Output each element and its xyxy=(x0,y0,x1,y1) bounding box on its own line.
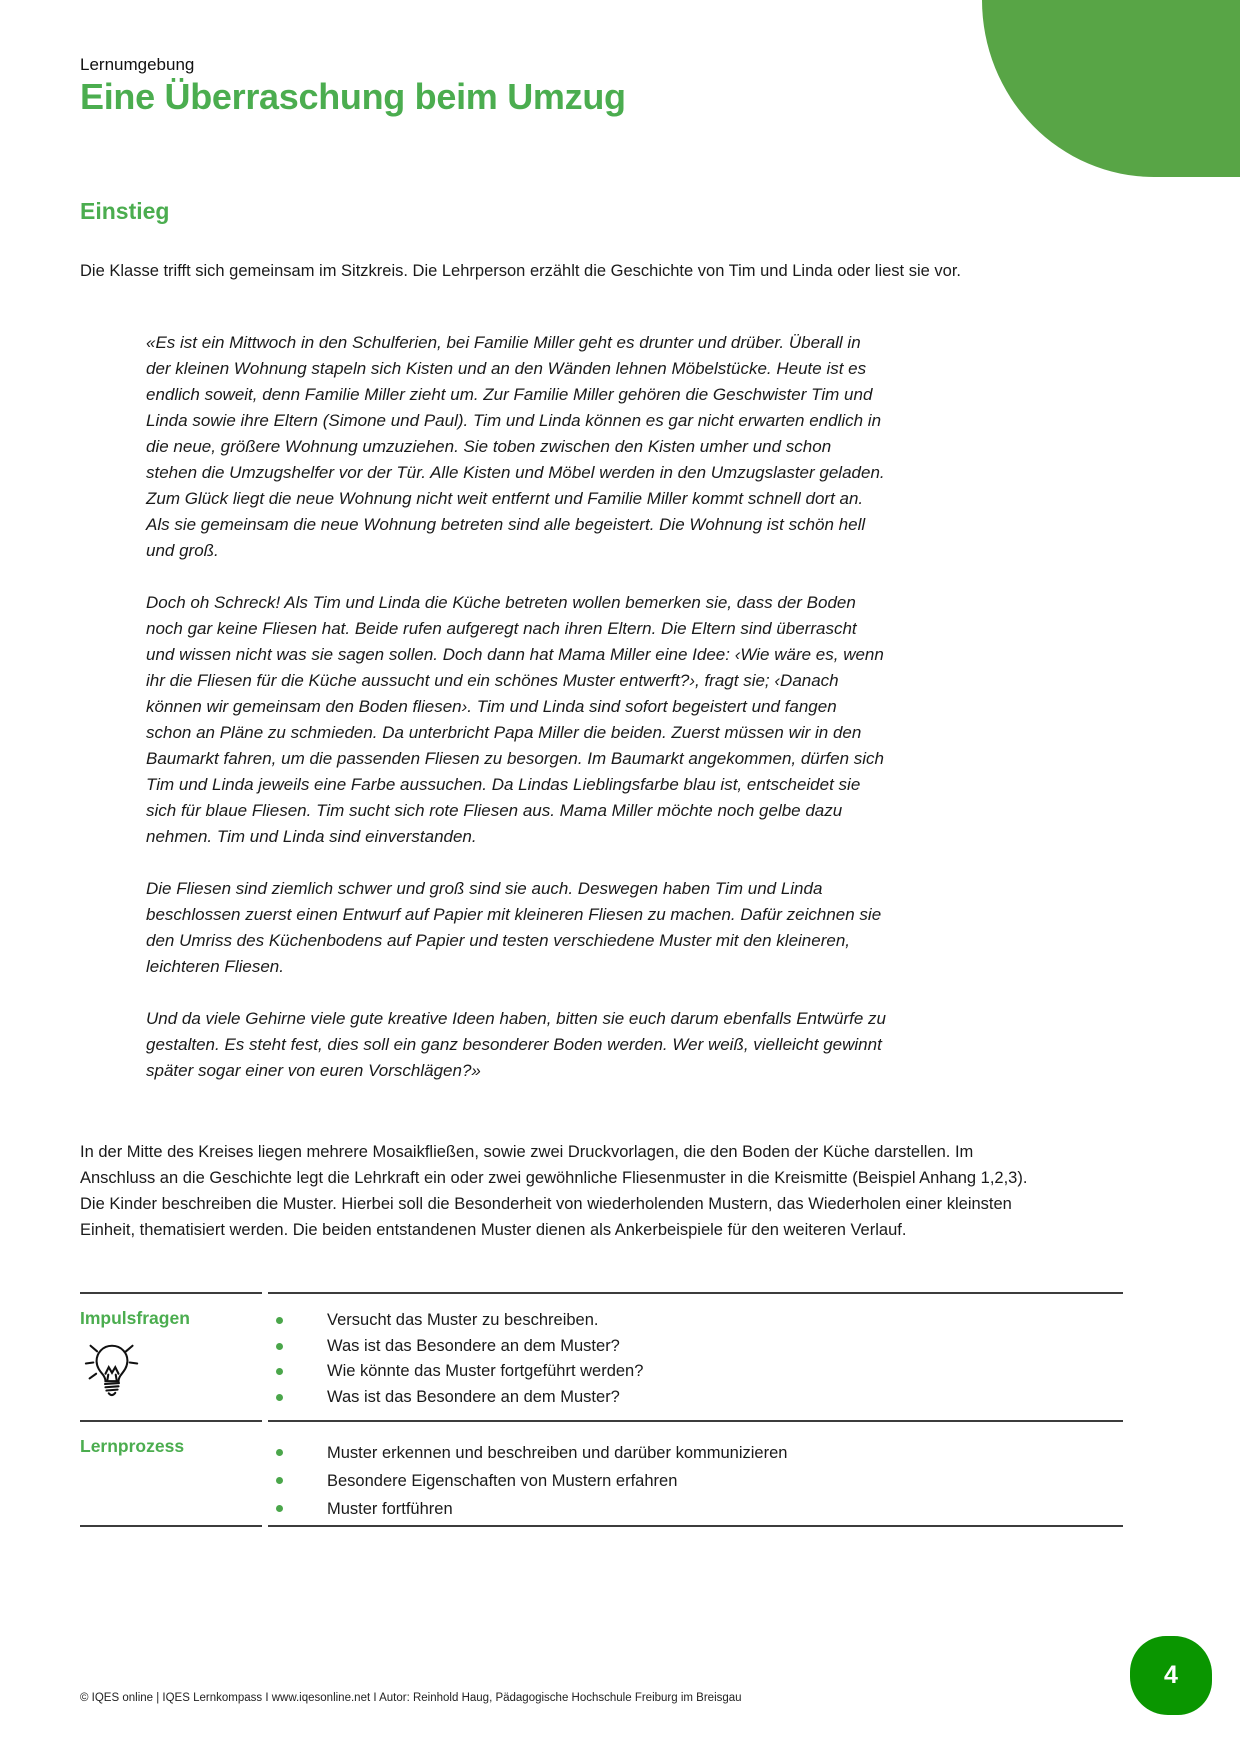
impulsfragen-row xyxy=(80,1292,1123,1420)
page-number-badge xyxy=(1130,1636,1212,1715)
outro-paragraph: In der Mitte des Kreises liegen mehrere Mosaikfließen, sowie zwei Druckvorlagen, die den Boden der Küche darstellen. Im Anschluss an die Geschichte legt die Lehrkraft ein oder zwei gewöhnliche Fliesenmuster in die Kreismitte (Beispiel Anhang 1,2,3). Die Kinder beschreiben die Muster. Hierbei soll die Besonderheit von wiederholenden Mustern, das Wiederholen einer kleinsten Einheit, thematisiert werden. Die beiden entstandenen Muster dienen als Ankerbeispiele für den weiteren Verlauf. xyxy=(80,1143,1028,1239)
story-paragraph: Doch oh Schreck! Als Tim und Linda die Küche betreten wollen bemerken sie, dass der Boden noch gar keine Fliesen hat. Beide rufen aufgeregt nach ihren Eltern. Die Eltern sind überrascht und wissen nicht was sie sagen sollen. Doch dann hat Mama Miller eine Idee: ‹Wie wäre es, wenn ihr die Fliesen für die Küche aussucht und ein schönes Muster entwerft?›, fragt sie; ‹Danach können wir gemeinsam den Boden fliesen›. Tim und Linda sind sofort begeistert und fangen schon an Pläne zu schmieden. Da unterbricht Papa Miller die beiden. Zuerst müssen wir in den Baumarkt fahren, um die passenden Fliesen zu besorgen. Im Baumarkt angekommen, dürfen sich Tim und Linda jeweils eine Farbe aussuchen. Da Lindas Lieblingsfarbe blau ist, entscheidet sie sich für blaue Fliesen. Tim sucht sich rote Fliesen aus. Mama Miller möchte noch gelbe dazu nehmen. Tim und Linda sind einverstanden. xyxy=(146,593,884,846)
story-paragraph: Die Fliesen sind ziemlich schwer und groß sind sie auch. Deswegen haben Tim und Linda beschlossen zuerst einen Entwurf auf Papier mit kleineren Fliesen zu machen. Dafür zeichnen sie den Umriss des Küchenbodens auf Papier und testen verschiedene Muster mit den kleineren, leichteren Fliesen. xyxy=(146,879,882,976)
page-title: Eine Überraschung beim Umzug xyxy=(80,76,626,117)
list-item: Was ist das Besondere an dem Muster? xyxy=(268,1334,1123,1360)
lightbulb-icon xyxy=(84,1337,140,1403)
info-table xyxy=(80,1292,1123,1527)
lernprozess-list xyxy=(268,1439,1123,1523)
list-item: Besondere Eigenschaften von Mustern erfahren xyxy=(268,1467,1123,1495)
page-type-label: Lernumgebung xyxy=(80,55,195,74)
list-item: Wie könnte das Muster fortgeführt werden? xyxy=(268,1359,1123,1385)
table-bottom-border xyxy=(80,1525,1123,1527)
story-paragraph: Und da viele Gehirne viele gute kreative Ideen haben, bitten sie euch darum ebenfalls Entwürfe zu gestalten. Es steht fest, dies soll ein ganz besonderer Boden werden. Wer weiß, vielleicht gewinnt später sogar einer von euren Vorschlägen?» xyxy=(146,1009,886,1080)
impulsfragen-label-cell xyxy=(80,1292,262,1420)
corner-blob-shape xyxy=(982,0,1240,177)
impulsfragen-content-cell xyxy=(268,1292,1123,1420)
list-item: Muster erkennen und beschreiben und darüber kommunizieren xyxy=(268,1439,1123,1467)
footer-text: © IQES online | IQES Lernkompass I www.iqesonline.net I Autor: Reinhold Haug, Pädagogische Hochschule Freiburg im Breisgau xyxy=(80,1692,742,1704)
lernprozess-label: Lernprozess xyxy=(80,1436,185,1456)
story-paragraph: «Es ist ein Mittwoch in den Schulferien, bei Familie Miller geht es drunter und drüber. Überall in der kleinen Wohnung stapeln sich Kisten und an den Wänden lehnen Möbelstücke. Heute ist es endlich soweit, denn Familie Miller zieht um. Zur Familie Miller gehören die Geschwister Tim und Linda sowie ihre Eltern (Simone und Paul). Tim und Linda können es gar nicht erwarten endlich in die neue, größere Wohnung umzuziehen. Sie toben zwischen den Kisten umher und schon stehen die Umzugshelfer vor der Tür. Alle Kisten und Möbel werden in den Umzugslaster geladen. Zum Glück liegt die neue Wohnung nicht weit entfernt und Familie Miller kommt schnell dort an. Als sie gemeinsam die neue Wohnung betreten sind alle begeistert. Die Wohnung ist schön hell und groß. xyxy=(146,333,885,560)
lernprozess-row xyxy=(80,1420,1123,1525)
section-heading-einstieg: Einstieg xyxy=(80,198,170,224)
lernprozess-content-cell xyxy=(268,1420,1123,1525)
impulsfragen-list xyxy=(268,1308,1123,1410)
list-item: Versucht das Muster zu beschreiben. xyxy=(268,1308,1123,1334)
list-item: Muster fortführen xyxy=(268,1495,1123,1523)
page-number: 4 xyxy=(1164,1661,1178,1689)
list-item: Was ist das Besondere an dem Muster? xyxy=(268,1385,1123,1411)
story-block xyxy=(146,330,886,1110)
lernprozess-label-cell xyxy=(80,1420,262,1525)
impulsfragen-label: Impulsfragen xyxy=(80,1308,190,1328)
intro-paragraph: Die Klasse trifft sich gemeinsam im Sitzkreis. Die Lehrperson erzählt die Geschichte von Tim und Linda oder liest sie vor. xyxy=(80,262,962,280)
